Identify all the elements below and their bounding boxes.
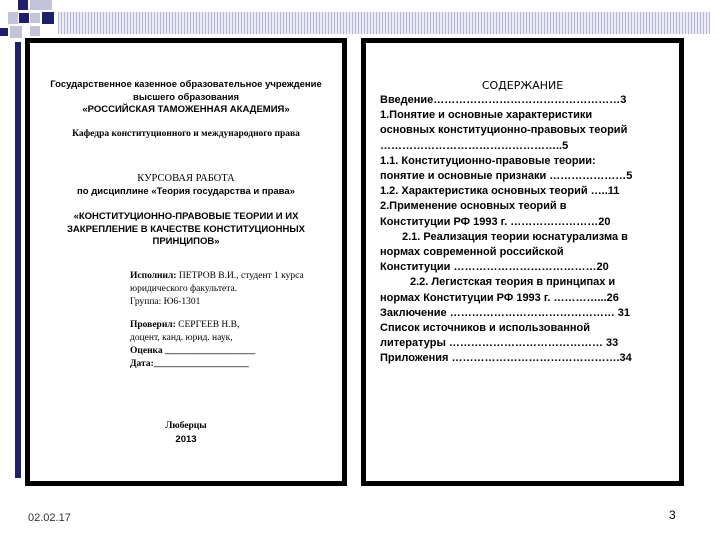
header-stripe xyxy=(58,12,710,34)
topic-line: ЗАКРЕПЛЕНИЕ В КАЧЕСТВЕ КОНСТИТУЦИОННЫХ xyxy=(66,223,306,235)
checker-degree: доцент, канд. юрид. наук, xyxy=(130,333,233,343)
toc-line: Конституции РФ 1993 г. ……………………20 xyxy=(380,215,611,228)
toc-line: Введение……………………………………………3 xyxy=(380,94,627,106)
toc-line: основных конституционно-правовых теорий xyxy=(380,124,628,137)
toc-line: Заключение ……………………………………… 31 xyxy=(380,306,630,319)
institution-line: высшего образования xyxy=(133,91,239,103)
decor-square xyxy=(19,13,29,23)
checker-block xyxy=(130,319,255,371)
footer-date: 02.02.17 xyxy=(28,512,71,524)
executor-block xyxy=(130,270,304,309)
toc-line: 2.Применение основных теорий в xyxy=(380,200,567,213)
toc-line: …………………………………………..5 xyxy=(380,139,569,152)
work-type: КУРСОВАЯ РАБОТА xyxy=(137,173,235,184)
toc-line: нормах Конституции РФ 1993 г. …………...26 xyxy=(380,291,619,304)
topic-block xyxy=(30,211,342,249)
year: 2013 xyxy=(175,434,197,445)
checker-label: Проверил: xyxy=(130,320,176,330)
toc-line: 2.1. Реализация теории юснатурализма в xyxy=(402,230,628,243)
topic-line: ПРИНЦИПОВ» xyxy=(152,236,220,247)
decor-square xyxy=(42,12,54,24)
contents-list xyxy=(380,93,665,367)
department: Кафедра конституционного и международного права xyxy=(72,129,300,139)
executor-label: Исполнил: xyxy=(130,271,177,281)
institution-line: «РОССИЙСКАЯ ТАМОЖЕННАЯ АКАДЕМИЯ» xyxy=(82,104,290,115)
topic-line: «КОНСТИТУЦИОННО-ПРАВОВЫЕ ТЕОРИИ И ИХ xyxy=(73,211,299,222)
discipline: по дисциплине «Теория государства и права» xyxy=(77,186,295,197)
city: Люберцы xyxy=(165,421,207,431)
institution-block xyxy=(30,79,342,117)
title-page xyxy=(25,38,347,486)
toc-line: 2.2. Легистская теория в принципах и xyxy=(410,276,616,289)
decor-square xyxy=(18,0,28,10)
decor-square xyxy=(30,26,40,36)
toc-line: Список источников и использованной xyxy=(380,322,590,335)
page-number: 3 xyxy=(669,508,676,522)
contents-page xyxy=(361,38,684,486)
decor-square xyxy=(8,12,18,24)
contents-heading: СОДЕРЖАНИЕ xyxy=(481,79,564,92)
decor-square xyxy=(30,13,40,23)
grade-field: Оценка ___________________ xyxy=(130,346,256,356)
toc-line: литературы …………………………………… 33 xyxy=(380,337,619,350)
toc-line: Приложения ……………………………………….34 xyxy=(380,352,632,365)
institution-line: Государственное казенное образовательное учреждение xyxy=(50,79,322,90)
toc-line: понятие и основные признаки …………………5 xyxy=(380,170,633,183)
toc-line: нормах современной российской xyxy=(380,246,564,259)
toc-line: 1.2. Характеристика основных теорий …..11 xyxy=(380,185,620,198)
toc-line: Конституции …………………………………20 xyxy=(380,261,609,274)
left-accent-bar xyxy=(15,42,21,478)
executor-faculty: юридического факультета. xyxy=(130,284,238,294)
date-field: Дата:____________________ xyxy=(130,359,249,369)
decor-square xyxy=(10,26,22,38)
decor-square xyxy=(30,0,52,10)
decor-square xyxy=(0,28,8,36)
checker-value: СЕРГЕЕВ Н.В, xyxy=(175,320,240,330)
toc-line: 1.1. Конституционно-правовые теории: xyxy=(380,154,596,167)
group: Группа: Ю6-1301 xyxy=(130,297,201,307)
executor-value: ПЕТРОВ В.И., студент 1 курса xyxy=(176,271,304,281)
toc-line: 1.Понятие и основные характеристики xyxy=(380,109,593,122)
